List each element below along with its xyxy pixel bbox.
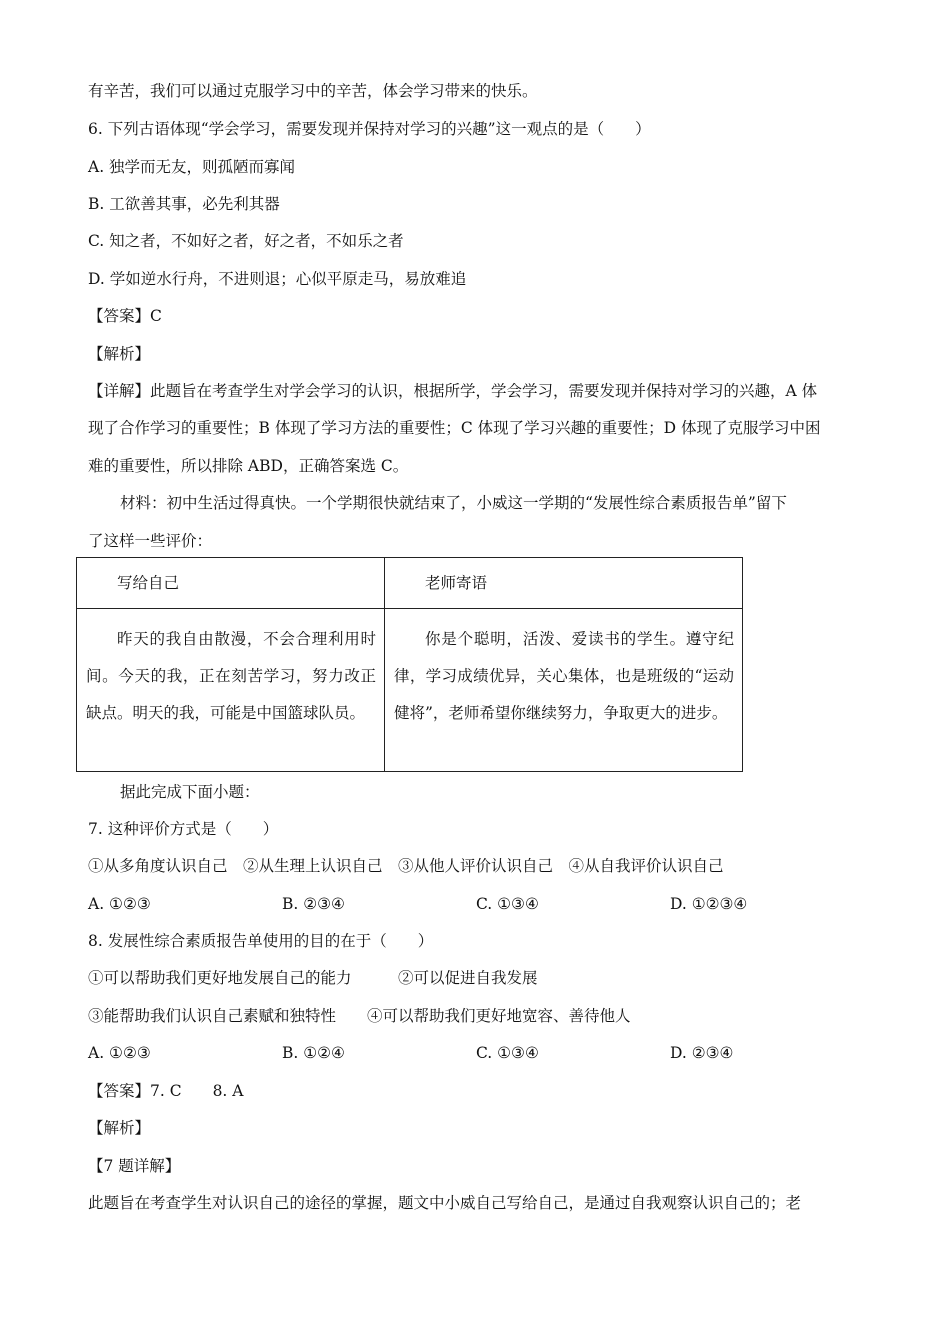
teacher-comment-text: 你是个聪明，活泼、爱读书的学生。遵守纪律，学习成绩优异，关心集体，也是班级的“运动健将”，老师希望你继续努力，争取更大的进步。: [394, 630, 734, 722]
material-line: 了这样一些评价：: [88, 532, 213, 550]
option-b: B. ②③④: [282, 895, 345, 913]
question-8-statements: ③能帮助我们认识自己素赋和独特性 ④可以帮助我们更好地宽容、善待他人: [88, 1007, 631, 1025]
analysis-heading: 【解析】: [88, 1119, 151, 1137]
question-7-detail-heading: 【7 题详解】: [88, 1157, 181, 1175]
option-a: A. ①②③: [88, 1044, 151, 1062]
option-d: D. 学如逆水行舟，不进则退；心似平原走马，易放难追: [88, 270, 467, 288]
option-a: A. 独学而无友，则孤陋而寡闻: [88, 158, 296, 176]
table-header-cell: [77, 558, 385, 609]
teacher-comment-header: 老师寄语: [425, 574, 488, 592]
explanation-line: 【详解】此题旨在考查学生对学会学习的认识，根据所学，学会学习，需要发现并保持对学习的兴趣，A 体: [88, 382, 818, 400]
material-line: 材料：初中生活过得真快。一个学期很快就结束了，小威这一学期的“发展性综合素质报告单”留下: [120, 494, 787, 512]
option-c: C. 知之者，不如好之者，好之者，不如乐之者: [88, 232, 404, 250]
question-8: 8. 发展性综合素质报告单使用的目的在于（ ）: [88, 932, 434, 950]
option-c: C. ①③④: [476, 1044, 539, 1062]
question-7: 7. 这种评价方式是（ ）: [88, 820, 279, 838]
option-c: C. ①③④: [476, 895, 539, 913]
question-8-statements: ①可以帮助我们更好地发展自己的能力 ②可以促进自我发展: [88, 969, 538, 987]
option-d: D. ②③④: [670, 1044, 734, 1062]
answer: 【答案】C: [88, 307, 162, 325]
question-6: 6. 下列古语体现“学会学习，需要发现并保持对学习的兴趣”这一观点的是（ ）: [88, 120, 651, 138]
explanation-line: 难的重要性，所以排除 ABD，正确答案选 C。: [88, 457, 409, 475]
instruction-line: 据此完成下面小题：: [120, 783, 260, 801]
option-d: D. ①②③④: [670, 895, 748, 913]
evaluation-table: [76, 557, 743, 772]
explanation-line: 此题旨在考查学生对认识自己的途径的掌握，题文中小威自己写给自己，是通过自我观察认识自己的；老: [88, 1194, 802, 1212]
text-line: 有辛苦，我们可以通过克服学习中的辛苦，体会学习带来的快乐。: [88, 82, 538, 100]
self-evaluation-header: 写给自己: [117, 574, 180, 592]
table-cell: [77, 609, 385, 772]
self-evaluation-text: 昨天的我自由散漫，不会合理利用时间。今天的我，正在刻苦学习，努力改正缺点。明天的我，可能是中国篮球队员。: [86, 630, 376, 722]
table-header-cell: [385, 558, 743, 609]
analysis-heading: 【解析】: [88, 345, 151, 363]
answer: 【答案】7. C 8. A: [88, 1082, 244, 1100]
option-b: B. 工欲善其事，必先利其器: [88, 195, 280, 213]
option-a: A. ①②③: [88, 895, 151, 913]
table-cell: [385, 609, 743, 772]
option-b: B. ①②④: [282, 1044, 345, 1062]
explanation-line: 现了合作学习的重要性；B 体现了学习方法的重要性；C 体现了学习兴趣的重要性；D 体现了克服学习中困: [88, 419, 821, 437]
question-7-statements: ①从多角度认识自己 ②从生理上认识自己 ③从他人评价认识自己 ④从自我评价认识自己: [88, 857, 724, 875]
